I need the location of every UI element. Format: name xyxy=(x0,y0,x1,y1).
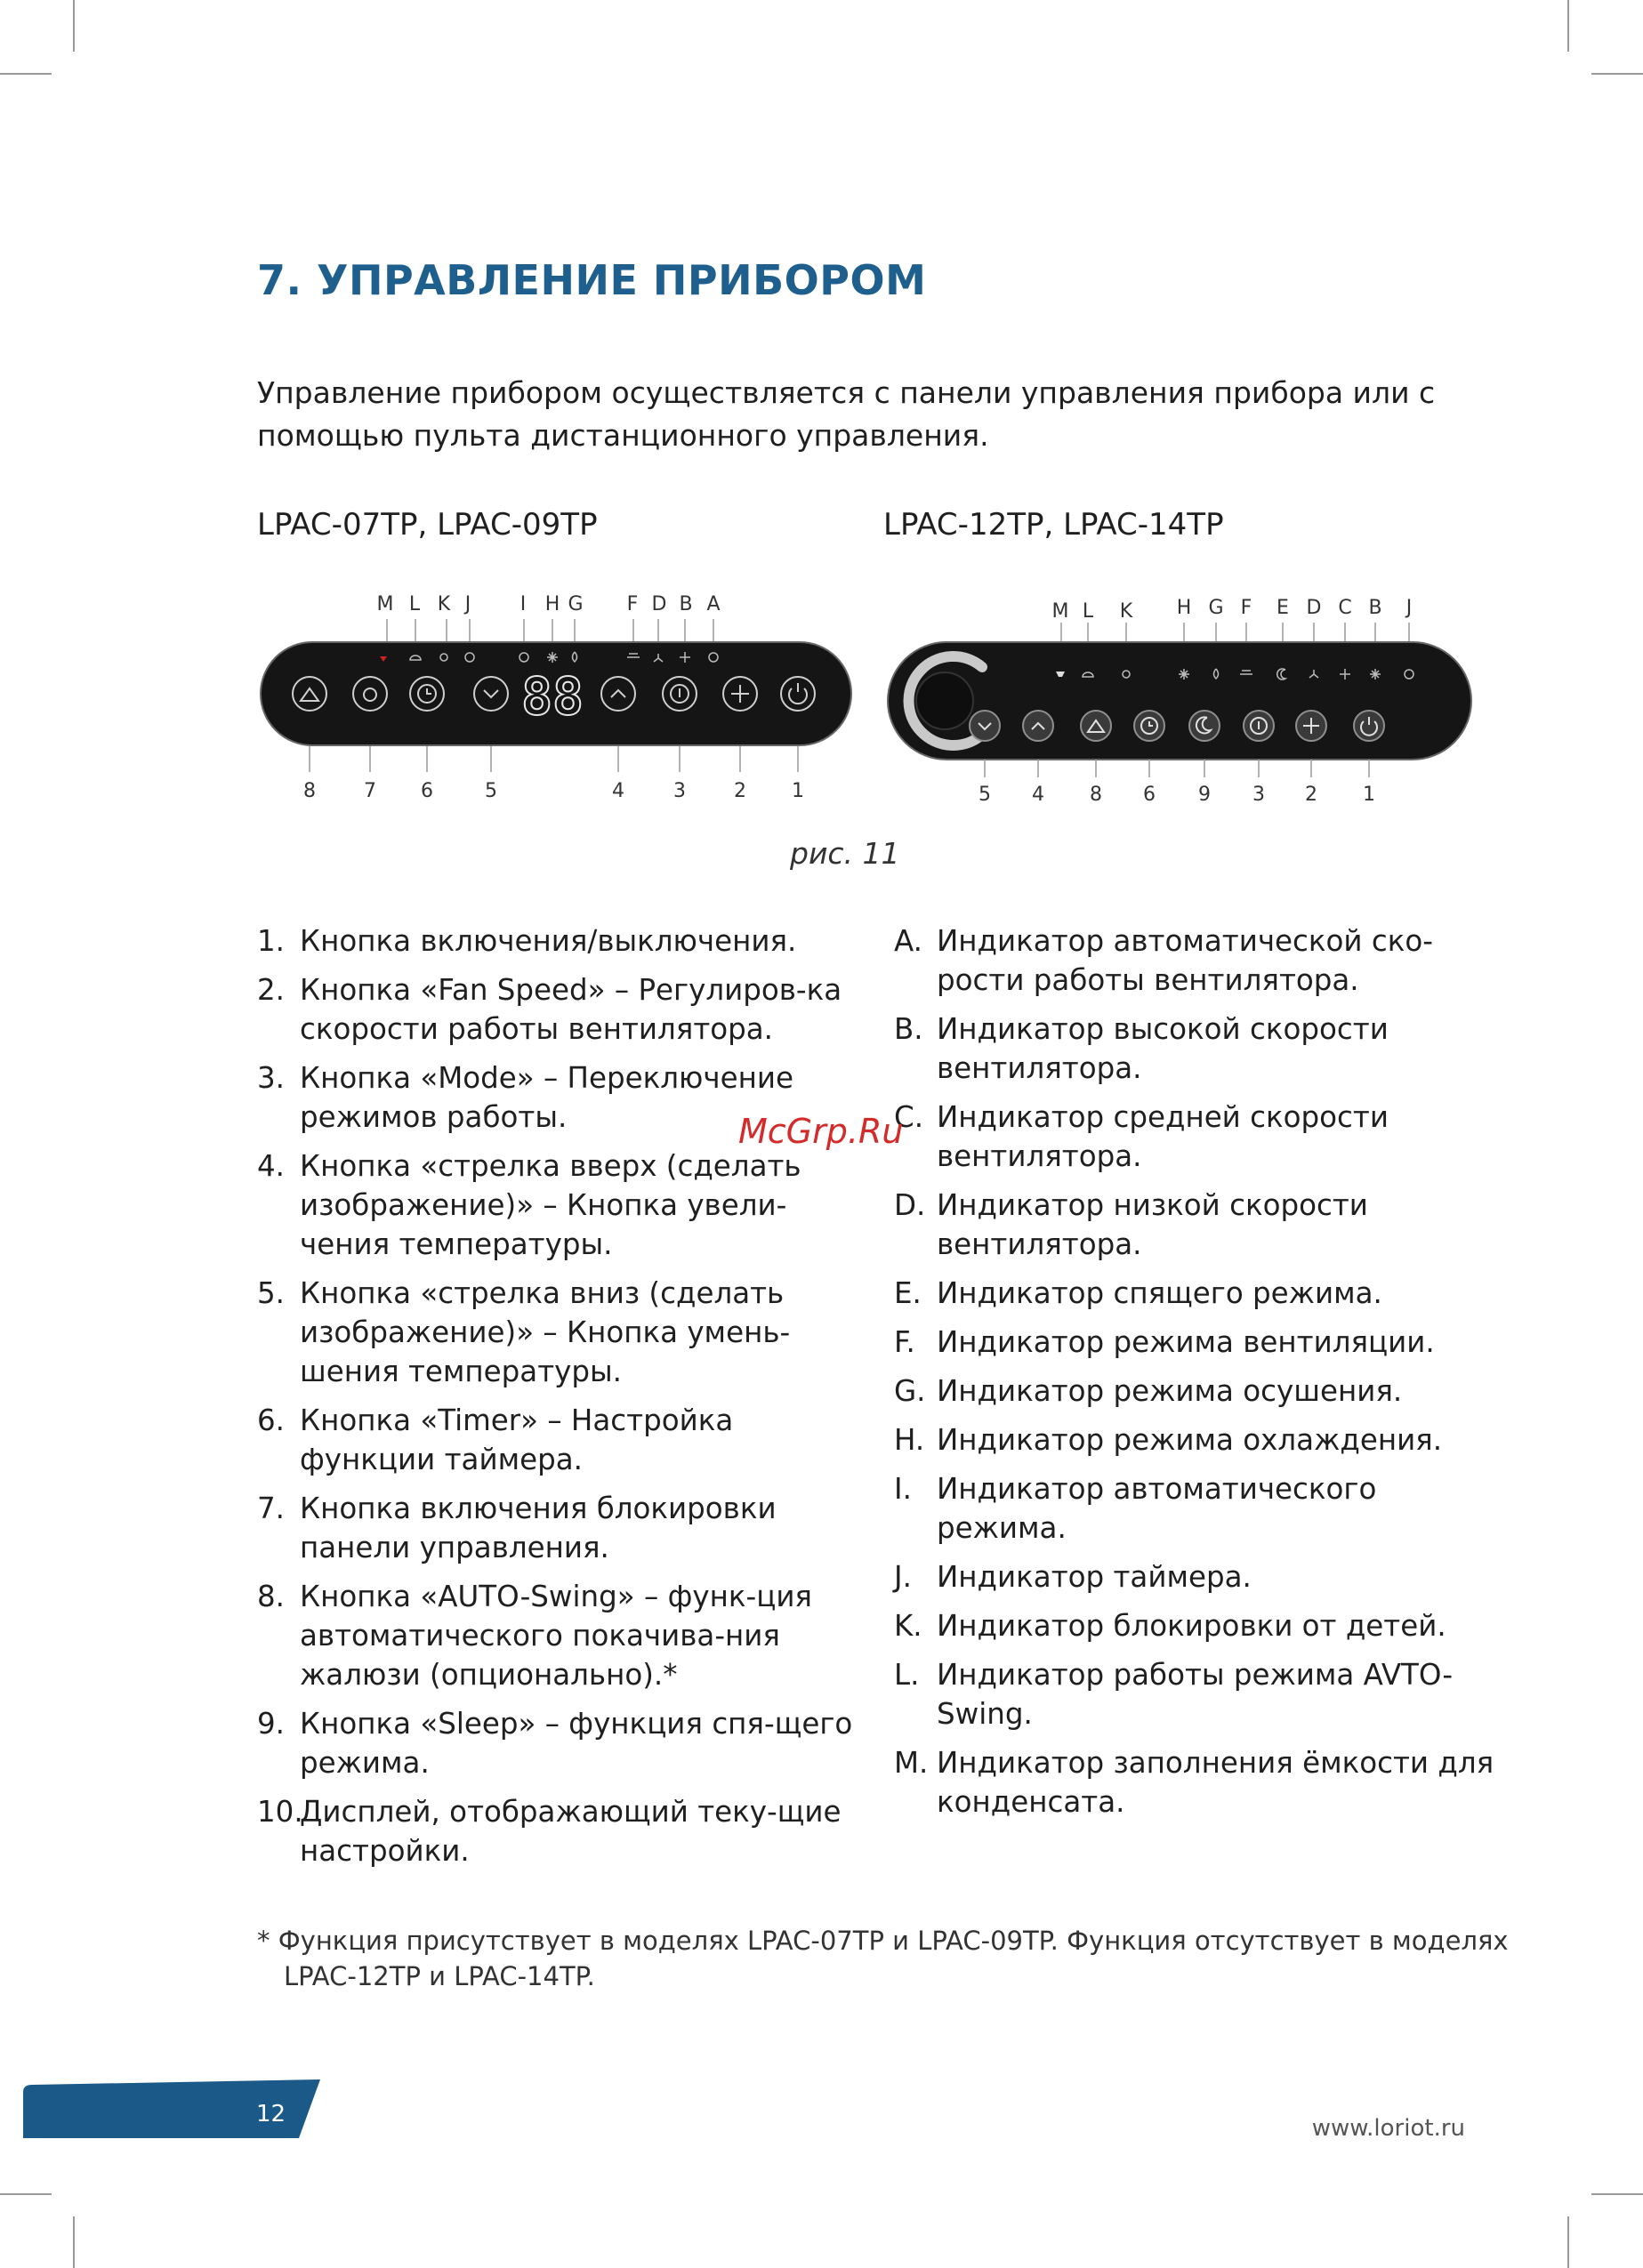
list-item-text: Индикатор режима охлаждения. xyxy=(937,1423,1443,1457)
auto-swing-button[interactable] xyxy=(1081,711,1111,741)
list-item xyxy=(894,1606,1499,1645)
label-number: 6 xyxy=(1143,784,1156,806)
label-letter: C xyxy=(1338,597,1352,619)
model-label-right: LPAC-12TP, LPAC-14TP xyxy=(883,507,1224,543)
list-item-letter: H. xyxy=(894,1423,925,1457)
temp-up-button[interactable] xyxy=(1023,711,1053,741)
label-number: 5 xyxy=(979,784,991,806)
label-number: 2 xyxy=(1305,784,1317,806)
label-letter: K xyxy=(1119,600,1133,623)
list-item xyxy=(894,1743,1499,1822)
label-letter: K xyxy=(437,593,451,615)
list-item xyxy=(894,1371,1499,1411)
label-number: 1 xyxy=(1363,784,1375,806)
label-number: 8 xyxy=(303,780,316,802)
list-item-number: 10. xyxy=(257,1795,303,1829)
label-letter: B xyxy=(679,593,693,615)
label-letter: I xyxy=(519,593,527,615)
label-letter: B xyxy=(1368,597,1382,619)
label-letter: J xyxy=(464,593,471,615)
list-item-number: 9. xyxy=(257,1707,286,1741)
control-panel-left xyxy=(254,587,858,809)
label-number: 1 xyxy=(792,780,804,802)
list-item-text: Индикатор низкой скорости вентилятора. xyxy=(937,1188,1368,1261)
list-item xyxy=(894,1009,1499,1088)
list-item-text: Кнопка «AUTO-Swing» – функ-ция автоматического покачива-ния жалюзи (опционально).* xyxy=(300,1580,812,1692)
list-item xyxy=(257,921,862,961)
label-letter: A xyxy=(706,593,721,615)
label-letter: J xyxy=(1405,597,1413,619)
power-button[interactable] xyxy=(1354,711,1384,741)
list-item xyxy=(894,1274,1499,1313)
page-number: 12 xyxy=(256,2101,286,2127)
list-item xyxy=(894,1655,1499,1733)
list-item xyxy=(257,1274,862,1391)
label-number: 8 xyxy=(1090,784,1102,806)
list-item-text: Индикатор заполнения ёмкости для конденсата. xyxy=(937,1746,1494,1819)
list-item xyxy=(257,1146,862,1264)
label-letter: M xyxy=(376,593,394,615)
label-letter: G xyxy=(568,593,584,615)
figure-caption: рис. 11 xyxy=(790,836,900,871)
list-item-text: Индикатор таймера. xyxy=(937,1560,1252,1594)
list-item-letter: M. xyxy=(894,1746,929,1780)
list-item-letter: K. xyxy=(894,1609,922,1643)
list-item-number: 7. xyxy=(257,1492,286,1525)
list-item-text: Кнопка «стрелка вниз (сделать изображение)» – Кнопка умень-шения температуры. xyxy=(300,1276,791,1388)
sleep-button[interactable] xyxy=(1189,711,1220,741)
label-letter: E xyxy=(1277,597,1289,619)
list-item-text: Кнопка «Mode» – Переключение режимов работы. xyxy=(300,1061,793,1134)
label-letter: D xyxy=(1306,597,1322,619)
list-item-number: 2. xyxy=(257,973,286,1007)
list-item-text: Дисплей, отображающий теку-щие настройки. xyxy=(300,1795,842,1868)
crop-mark xyxy=(73,0,75,52)
label-number: 5 xyxy=(485,780,497,802)
label-number: 2 xyxy=(734,780,746,802)
list-item-letter: C. xyxy=(894,1100,924,1134)
list-item-text: Индикатор автоматической ско-рости работы вентилятора. xyxy=(937,924,1433,997)
list-item-text: Индикатор режима вентиляции. xyxy=(937,1325,1435,1359)
list-item xyxy=(894,1323,1499,1362)
list-item-number: 8. xyxy=(257,1580,286,1613)
label-number: 3 xyxy=(1252,784,1265,806)
list-item xyxy=(257,1577,862,1694)
list-item-letter: J. xyxy=(894,1560,912,1594)
label-letter: L xyxy=(1082,600,1094,623)
crop-mark xyxy=(73,2216,75,2268)
list-item-number: 1. xyxy=(257,924,286,958)
crop-mark xyxy=(0,2193,52,2195)
label-letter: H xyxy=(1176,597,1192,619)
section-title: 7. УПРАВЛЕНИЕ ПРИБОРОМ xyxy=(257,256,927,304)
list-item-text: Индикатор блокировки от детей. xyxy=(937,1609,1446,1643)
crop-mark xyxy=(1591,73,1643,75)
list-item-letter: A. xyxy=(894,924,922,958)
mode-button[interactable] xyxy=(1244,711,1274,741)
list-item-text: Индикатор работы режима AVTO-Swing. xyxy=(937,1658,1454,1731)
list-item-text: Кнопка «стрелка вверх (сделать изображение)» – Кнопка увели-чения температуры. xyxy=(300,1149,801,1261)
list-item xyxy=(257,970,862,1049)
list-item-text: Кнопка «Sleep» – функция спя-щего режима. xyxy=(300,1707,853,1780)
list-item xyxy=(257,1489,862,1567)
list-item xyxy=(257,1704,862,1782)
list-item-text: Кнопка включения блокировки панели управления. xyxy=(300,1492,777,1564)
list-item-text: Кнопка «Fan Speed» – Регулиров-ка скорости работы вентилятора. xyxy=(300,973,842,1046)
temp-down-button[interactable] xyxy=(970,711,1000,741)
list-item xyxy=(894,1420,1499,1460)
label-number: 7 xyxy=(364,780,376,802)
crop-mark xyxy=(1591,2193,1643,2195)
list-item-letter: E. xyxy=(894,1276,922,1310)
list-item xyxy=(257,1401,862,1479)
label-number: 3 xyxy=(673,780,686,802)
label-number: 4 xyxy=(1032,784,1044,806)
list-item xyxy=(894,1186,1499,1264)
label-letter: H xyxy=(544,593,560,615)
label-letter: F xyxy=(1240,597,1252,619)
list-item-number: 6. xyxy=(257,1403,286,1437)
list-item-letter: F. xyxy=(894,1325,915,1359)
crop-mark xyxy=(0,73,52,75)
list-item-text: Индикатор автоматического режима. xyxy=(937,1472,1377,1545)
list-item-letter: I. xyxy=(894,1472,912,1506)
list-item-text: Индикатор режима осушения. xyxy=(937,1374,1403,1408)
model-label-left: LPAC-07TP, LPAC-09TP xyxy=(257,507,598,543)
crop-mark xyxy=(1567,2216,1569,2268)
crop-mark xyxy=(1567,0,1569,52)
list-item-letter: G. xyxy=(894,1374,926,1408)
list-item xyxy=(894,1469,1499,1548)
list-item xyxy=(894,1098,1499,1176)
list-item-letter: D. xyxy=(894,1188,926,1222)
website-url: www.loriot.ru xyxy=(1311,2115,1465,2142)
footnote: * Функция присутствует в моделях LPAC-07TP и LPAC-09TP. Функция отсутствует в моделях LPAC-12TP и LPAC-14TP. xyxy=(257,1926,1509,1991)
label-number: 4 xyxy=(612,780,624,802)
list-item xyxy=(894,921,1499,1000)
label-letter: D xyxy=(651,593,667,615)
list-item-text: Индикатор спящего режима. xyxy=(937,1276,1382,1310)
list-item-number: 3. xyxy=(257,1061,286,1095)
label-number: 6 xyxy=(421,780,433,802)
buttons-list xyxy=(257,921,862,1880)
list-item xyxy=(257,1792,862,1870)
watermark: McGrp.Ru xyxy=(738,1112,904,1151)
list-item-text: Индикатор средней скорости вентилятора. xyxy=(937,1100,1389,1173)
list-item-letter: B. xyxy=(894,1012,923,1046)
intro-paragraph: Управление прибором осуществляется с панели управления прибора или с помощью пульта дистанционного управления. xyxy=(257,375,1436,453)
list-item-text: Кнопка включения/выключения. xyxy=(300,924,797,958)
label-letter: L xyxy=(408,593,421,615)
indicators-list xyxy=(894,921,1499,1831)
list-item-number: 5. xyxy=(257,1276,286,1310)
timer-button[interactable] xyxy=(1134,711,1164,741)
fan-speed-button[interactable] xyxy=(1296,711,1326,741)
list-item-text: Индикатор высокой скорости вентилятора. xyxy=(937,1012,1389,1085)
temperature-display: 88 xyxy=(521,666,584,727)
label-letter: M xyxy=(1051,600,1069,623)
label-letter: G xyxy=(1208,597,1224,619)
control-panel-right xyxy=(881,587,1477,818)
list-item-number: 4. xyxy=(257,1149,286,1183)
list-item xyxy=(894,1557,1499,1596)
list-item-text: Кнопка «Timer» – Настройка функции таймера. xyxy=(300,1403,734,1476)
list-item-letter: L. xyxy=(894,1658,920,1692)
label-number: 9 xyxy=(1198,784,1211,806)
label-letter: F xyxy=(626,593,639,615)
